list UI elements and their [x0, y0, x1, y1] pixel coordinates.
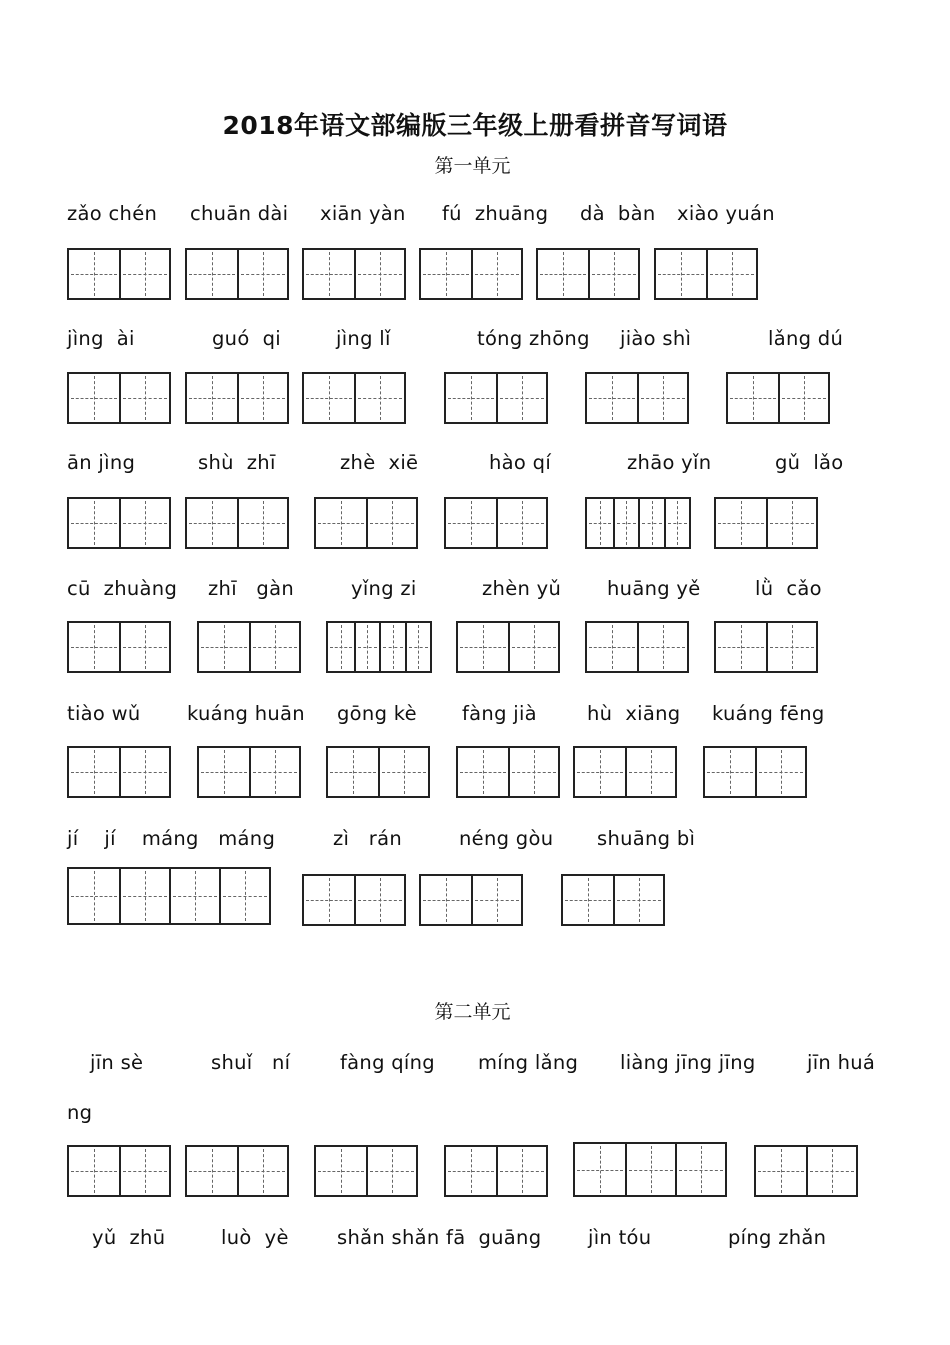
pinyin: yǐng zi — [351, 577, 417, 600]
writing-grid[interactable] — [419, 874, 523, 926]
pinyin: míng lǎng — [478, 1051, 579, 1074]
writing-grid[interactable] — [314, 497, 418, 549]
writing-grid[interactable] — [67, 1145, 171, 1197]
writing-grid[interactable] — [726, 372, 830, 424]
writing-grid[interactable] — [185, 497, 289, 549]
pinyin: tóng zhōng — [477, 327, 590, 350]
writing-grid[interactable] — [585, 497, 691, 549]
writing-grid[interactable] — [585, 621, 689, 673]
pinyin: lǎng dú — [768, 327, 844, 350]
pinyin: shǎn shǎn fā guāng — [337, 1226, 542, 1249]
pinyin: zǎo chén — [67, 202, 158, 225]
pinyin: gǔ lǎo — [775, 451, 844, 474]
pinyin: dà bàn — [580, 202, 656, 225]
pinyin: hào qí — [489, 451, 552, 474]
writing-grid[interactable] — [67, 248, 171, 300]
writing-grid[interactable] — [585, 372, 689, 424]
pinyin: jí jí máng máng — [67, 827, 276, 850]
writing-grid[interactable] — [302, 874, 406, 926]
pinyin: luò yè — [221, 1226, 289, 1249]
pinyin: jìn tóu — [588, 1226, 652, 1249]
page-title: 2018年语文部编版三年级上册看拼音写词语 — [222, 111, 728, 140]
pinyin: jiào shì — [620, 327, 692, 350]
writing-grid[interactable] — [314, 1145, 418, 1197]
writing-grid[interactable] — [197, 746, 301, 798]
writing-grid[interactable] — [67, 621, 171, 673]
pinyin: tiào wǔ — [67, 702, 141, 725]
pinyin: zhè xiē — [340, 451, 419, 474]
pinyin-wrap: ng — [67, 1101, 93, 1124]
pinyin: huāng yě — [607, 577, 701, 600]
writing-grid[interactable] — [573, 1142, 727, 1197]
pinyin: shuǐ ní — [211, 1051, 291, 1074]
writing-grid[interactable] — [197, 621, 301, 673]
writing-grid[interactable] — [714, 621, 818, 673]
pinyin: xiān yàn — [320, 202, 406, 225]
writing-grid[interactable] — [456, 621, 560, 673]
writing-grid[interactable] — [67, 497, 171, 549]
pinyin: zhī gàn — [208, 577, 294, 600]
writing-grid[interactable] — [754, 1145, 858, 1197]
pinyin: lǜ cǎo — [755, 577, 822, 600]
unit-heading-1: 第一单元 — [434, 155, 511, 177]
writing-grid[interactable] — [444, 372, 548, 424]
writing-grid[interactable] — [67, 746, 171, 798]
pinyin: kuáng fēng — [712, 702, 825, 725]
pinyin: jīn huá — [807, 1051, 876, 1074]
writing-grid[interactable] — [456, 746, 560, 798]
pinyin: chuān dài — [190, 202, 289, 225]
pinyin: liàng jīng jīng — [620, 1051, 756, 1074]
pinyin: jìng ài — [67, 327, 135, 350]
writing-grid[interactable] — [444, 497, 548, 549]
writing-grid[interactable] — [419, 248, 523, 300]
writing-grid[interactable] — [444, 1145, 548, 1197]
pinyin: guó qi — [212, 327, 281, 350]
pinyin: néng gòu — [459, 827, 554, 850]
pinyin: jīn sè — [90, 1051, 144, 1074]
writing-grid[interactable] — [185, 372, 289, 424]
writing-grid[interactable] — [714, 497, 818, 549]
pinyin: cū zhuàng — [67, 577, 178, 600]
unit-heading-2: 第二单元 — [434, 1001, 511, 1023]
pinyin: fàng jià — [462, 702, 537, 725]
pinyin: fú zhuāng — [442, 202, 549, 225]
pinyin: ān jìng — [67, 451, 136, 474]
writing-grid[interactable] — [536, 248, 640, 300]
pinyin: jìng lǐ — [336, 327, 391, 350]
pinyin: píng zhǎn — [728, 1226, 827, 1249]
writing-grid[interactable] — [302, 248, 406, 300]
writing-grid[interactable] — [703, 746, 807, 798]
writing-grid[interactable] — [302, 372, 406, 424]
pinyin: zhāo yǐn — [627, 451, 712, 474]
writing-grid[interactable] — [67, 372, 171, 424]
pinyin: hù xiāng — [587, 702, 681, 725]
pinyin: fàng qíng — [340, 1051, 435, 1074]
pinyin: zì rán — [333, 827, 402, 850]
writing-grid[interactable] — [67, 867, 271, 925]
pinyin: shuāng bì — [597, 827, 696, 850]
writing-grid[interactable] — [573, 746, 677, 798]
writing-grid[interactable] — [326, 621, 432, 673]
pinyin: shù zhī — [198, 451, 276, 474]
writing-grid[interactable] — [654, 248, 758, 300]
writing-grid[interactable] — [561, 874, 665, 926]
pinyin: yǔ zhū — [92, 1226, 166, 1249]
pinyin: gōng kè — [337, 702, 417, 725]
pinyin: kuáng huān — [187, 702, 305, 725]
writing-grid[interactable] — [326, 746, 430, 798]
pinyin: xiào yuán — [677, 202, 775, 225]
writing-grid[interactable] — [185, 1145, 289, 1197]
pinyin: zhèn yǔ — [482, 577, 562, 600]
writing-grid[interactable] — [185, 248, 289, 300]
